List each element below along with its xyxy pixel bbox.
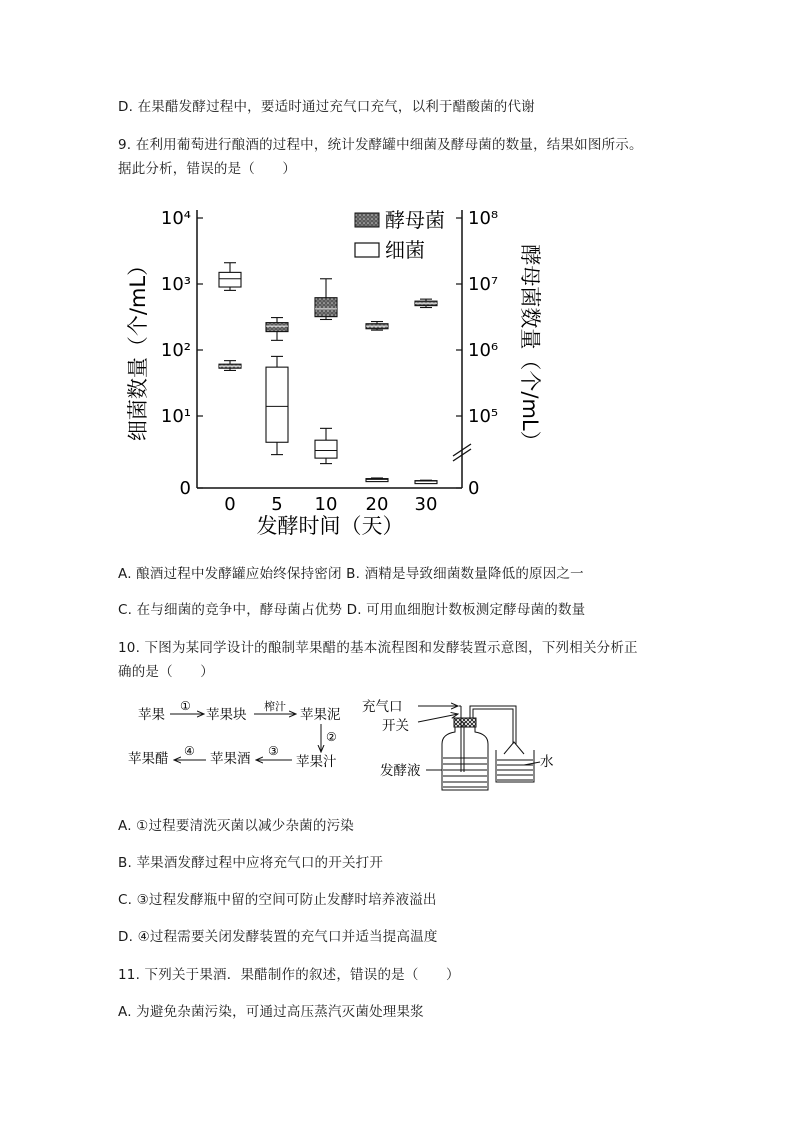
x-tick-label: 30 (414, 494, 438, 515)
q10-option-d: D. ④过程需要关闭发酵装置的充气口并适当提高温度 (118, 929, 438, 945)
label-air-inlet: 充气口 (362, 699, 403, 715)
label-fermentation-liquid: 发酵液 (380, 763, 421, 779)
label-step-2: ② (326, 730, 337, 744)
left-tick-label: 10⁴ (160, 208, 191, 229)
label-squeeze: 榨汁 (264, 700, 286, 713)
q9-boxplot-chart (115, 198, 555, 543)
x-tick-label: 10 (314, 494, 338, 515)
legend-label-bacteria: 细菌 (385, 238, 425, 262)
q11-stem: 11. 下列关于果酒．果醋制作的叙述，错误的是（ ） (118, 967, 460, 983)
q9-options-cd: C. 在与细菌的竞争中，酵母菌占优势 D. 可用血细胞计数板测定酵母菌的数量 (118, 602, 586, 618)
node-apple-vinegar: 苹果醋 (128, 751, 169, 767)
q10-option-a: A. ①过程要清洗灭菌以减少杂菌的污染 (118, 818, 354, 834)
yeast-box (266, 323, 288, 332)
x-tick-label: 5 (271, 494, 283, 515)
right-tick-label: 10⁵ (468, 406, 499, 427)
left-tick-label: 10³ (160, 274, 191, 295)
node-apple-juice: 苹果汁 (296, 754, 337, 770)
node-apple-puree: 苹果泥 (300, 707, 341, 723)
x-tick-label: 20 (365, 494, 389, 515)
right-tick-label: 10⁶ (468, 340, 499, 361)
q9-stem-line-2: 据此分析，错误的是（ ） (118, 161, 297, 177)
node-apple: 苹果 (138, 707, 165, 723)
q10-stem-line-2: 确的是（ ） (118, 664, 214, 680)
left-axis-label: 细菌数量（个/mL） (126, 254, 150, 442)
label-step-1: ① (180, 699, 191, 713)
yeast-box (315, 298, 337, 317)
label-water: 水 (540, 754, 554, 770)
q9-stem-line-1: 9. 在利用葡萄进行酿酒的过程中，统计发酵罐中细菌及酵母菌的数量，结果如图所示。 (118, 137, 643, 153)
left-tick-label: 10¹ (160, 406, 191, 427)
label-step-4: ④ (184, 744, 195, 758)
q11-option-a: A. 为避免杂菌污染，可通过高压蒸汽灭菌处理果浆 (118, 1004, 424, 1020)
right-tick-label: 10⁸ (468, 208, 499, 229)
legend-label-yeast: 酵母菌 (385, 208, 445, 232)
q10-option-c: C. ③过程发酵瓶中留的空间可防止发酵时培养液溢出 (118, 892, 437, 908)
bacteria-box (266, 367, 288, 442)
right-axis-label: 酵母菌数量（个/mL） (518, 244, 542, 452)
x-tick-label: 0 (224, 494, 236, 515)
left-tick-label: 10² (160, 340, 191, 361)
label-switch: 开关 (382, 718, 409, 734)
node-apple-chunks: 苹果块 (206, 707, 247, 723)
q8-option-d: D. 在果醋发酵过程中，要适时通过充气口充气，以利于醋酸菌的代谢 (118, 99, 535, 115)
bacteria-box (219, 272, 241, 287)
legend-swatch-yeast (355, 213, 379, 227)
node-apple-wine: 苹果酒 (210, 751, 251, 767)
right-tick-label: 0 (468, 478, 480, 499)
right-tick-label: 10⁷ (468, 274, 499, 295)
x-axis-label: 发酵时间（天） (256, 514, 404, 538)
q10-process-diagram (120, 692, 570, 802)
fermentation-apparatus (418, 706, 540, 790)
q10-option-b: B. 苹果酒发酵过程中应将充气口的开关打开 (118, 855, 384, 871)
q9-options-ab: A. 酿酒过程中发酵罐应始终保持密闭 B. 酒精是导致细菌数量降低的原因之一 (118, 566, 584, 582)
label-step-3: ③ (268, 744, 279, 758)
q10-stem-line-1: 10. 下图为某同学设计的酿制苹果醋的基本流程图和发酵装置示意图，下列相关分析正 (118, 640, 638, 656)
bacteria-box (315, 440, 337, 458)
legend-swatch-bacteria (355, 243, 379, 257)
left-tick-label: 0 (179, 478, 191, 499)
